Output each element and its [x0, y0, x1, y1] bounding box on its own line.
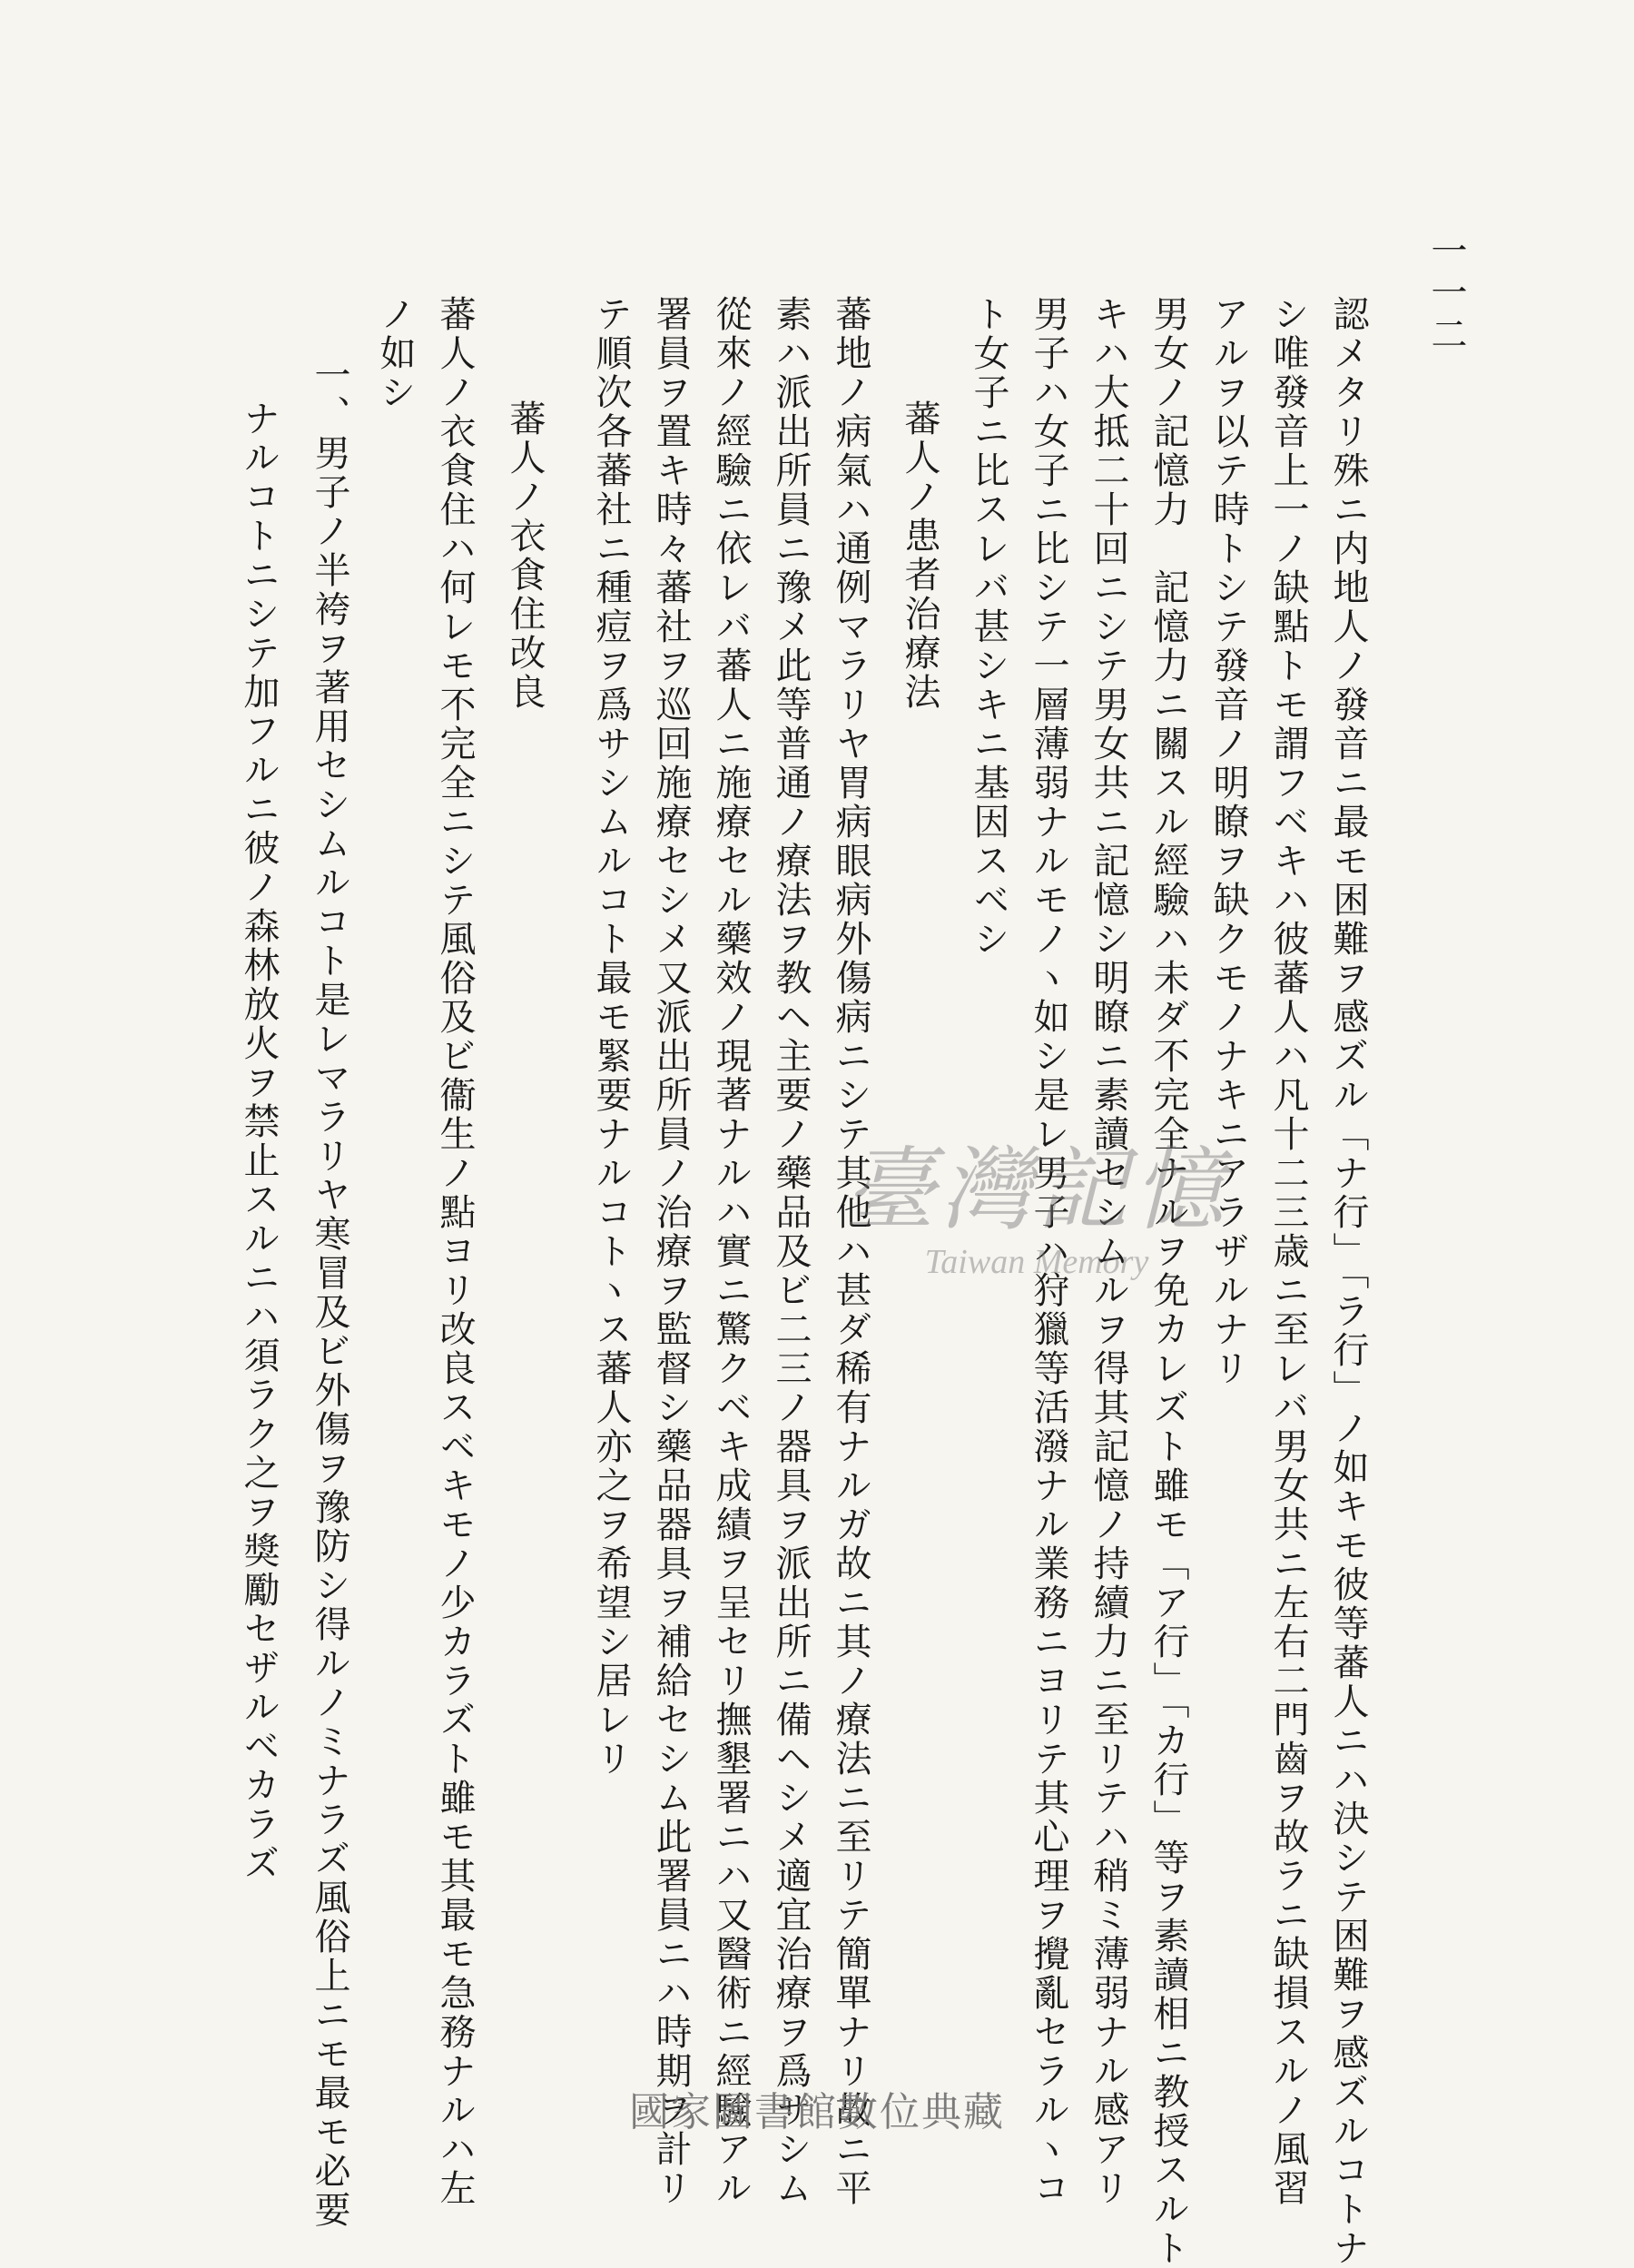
text-column-9: 蕃地ノ病氣ハ通例マラリヤ胃病眼病外傷病ニシテ其他ハ甚ダ稀有ナルガ故ニ其ノ療法ニ至リテ簡單ナリ故ニ平 [830, 295, 871, 2208]
footer-credit: 國家圖書館數位典藏 [629, 2089, 1005, 2135]
text-column-6: 男子ハ女子ニ比シテ一層薄弱ナルモノヽ如シ是レ男子ハ狩獵等活潑ナル業務ニヨリテ其心理ヲ攪亂セラルヽコ [1028, 295, 1069, 2208]
text-column-13: テ順次各蕃社ニ種痘ヲ爲サシムルコト最モ緊要ナルコトヽス蕃人亦之ヲ希望シ居レリ [590, 295, 632, 1779]
watermark-english: Taiwan Memory [924, 1243, 1149, 1281]
text-column-1: 認メタリ殊ニ内地人ノ發音ニ最モ困難ヲ感ズル「ナ行」「ラ行」ノ如キモ彼等蕃人ニハ決シテ困難ヲ感ズルコトナ [1327, 295, 1369, 2268]
text-column-5: キハ大抵二十回ニシテ男女共ニ記憶シ明瞭ニ素讀セシムルヲ得其記憶ノ持續力ニ至リテハ稍ミ薄弱ナル感アリ [1088, 295, 1129, 2208]
watermark [844, 1117, 1229, 1282]
text-column-3: アルヲ以テ時トシテ發音ノ明瞭ヲ缺クモノナキニアラザルナリ [1207, 295, 1249, 1388]
text-column-11: 從來ノ經驗ニ依レバ蕃人ニ施療セル藥效ノ現著ナルハ實ニ驚クベキ成績ヲ呈セリ撫墾署ニハ又醫術ニ經驗アル [710, 295, 752, 2208]
text-column-12: 署員ヲ置キ時々蕃社ヲ巡回施療セシメ又派出所員ノ治療ヲ監督シ藥品器具ヲ補給セシム此署員ニハ時期ヲ計リ [650, 295, 692, 2208]
text-column-17: 一、男子ノ半袴ヲ著用セシムルコト是レマラリヤ寒冒及ビ外傷ヲ豫防シ得ルノミナラズ風俗上ニモ最モ必要 [309, 356, 350, 2230]
text-column-4: 男女ノ記憶力 記憶力ニ關スル經驗ハ未ダ不完全ナルヲ免カレズト雖モ「ア行」「カ行」等ヲ素讀相ニ教授スルト [1147, 295, 1189, 2268]
page-number: 一一二 [1425, 232, 1467, 357]
text-column-15: 蕃人ノ衣食住ハ何レモ不完全ニシテ風俗及ビ衞生ノ點ヨリ改良スベキモノ少カラズト雖モ其最モ急務ナルハ左 [434, 295, 476, 2208]
section-heading-treatment: 蕃人ノ患者治療法 [899, 399, 940, 712]
text-column-16: ノ如シ [374, 295, 416, 412]
text-column-2: シ唯發音上一ノ缺點トモ謂フベキハ彼蕃人ハ凡十二三歳ニ至レバ男女共ニ左右二門齒ヲ故ラニ缺損スルノ風習 [1267, 295, 1309, 2208]
text-column-18: ナルコトニシテ加フルニ彼ノ森林放火ヲ禁止スルニハ須ラク之ヲ獎勵セザルベカラズ [238, 399, 280, 1883]
text-column-10: 素ハ派出所員ニ豫メ此等普通ノ療法ヲ教ヘ主要ノ藥品及ビ二三ノ器具ヲ派出所ニ備ヘシメ適宜治療ヲ爲サシム [770, 295, 812, 2208]
section-heading-living: 蕃人ノ衣食住改良 [504, 399, 546, 712]
text-column-7: ト女子ニ比スレバ甚シキニ基因スベシ [968, 295, 1009, 959]
watermark-chinese: 臺灣記憶 [844, 1137, 1229, 1243]
